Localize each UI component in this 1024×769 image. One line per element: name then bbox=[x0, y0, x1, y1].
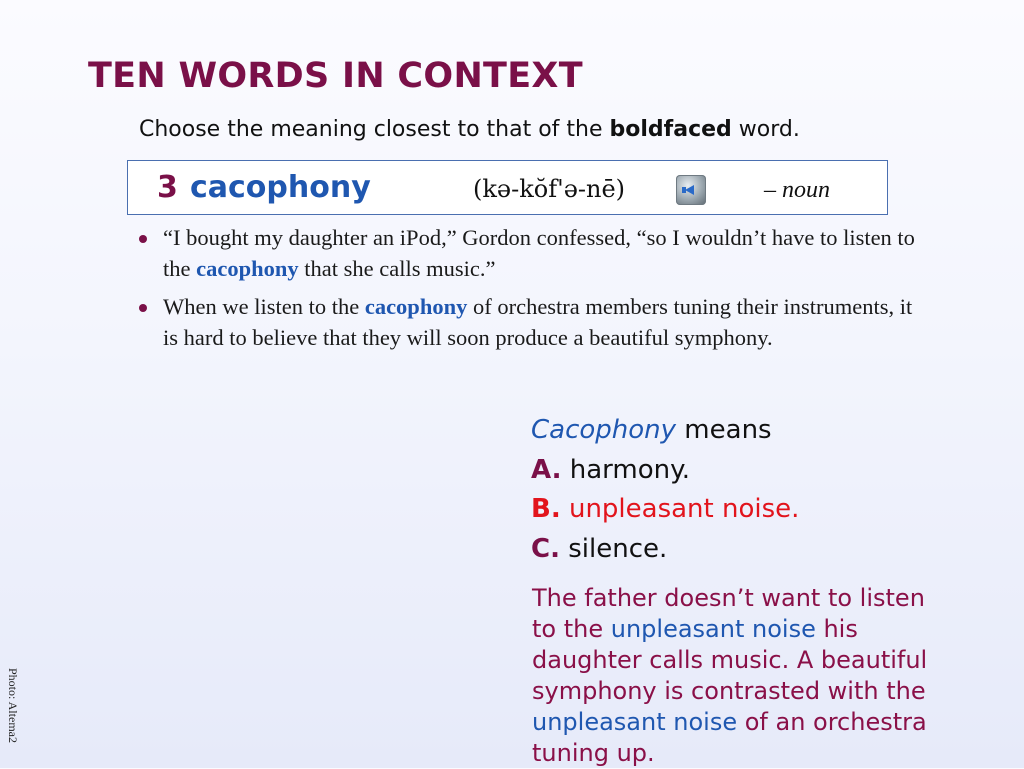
explanation-highlight: unpleasant noise bbox=[532, 708, 738, 736]
explanation-text bbox=[532, 583, 952, 769]
example-text: that she calls music.” bbox=[298, 256, 496, 281]
vocabulary-word: cacophony bbox=[190, 170, 371, 205]
word-entry-box bbox=[127, 160, 888, 215]
option-letter: B. bbox=[531, 494, 561, 524]
example-highlight: cacophony bbox=[364, 294, 468, 319]
instruction-after: word. bbox=[731, 117, 800, 142]
instruction-bold: boldfaced bbox=[609, 117, 732, 142]
example-item bbox=[136, 222, 916, 284]
photo-credit: Photo: Altema2 bbox=[6, 668, 20, 743]
example-text: When we listen to the bbox=[163, 294, 365, 319]
option-letter: C. bbox=[531, 533, 560, 564]
option-letter: A. bbox=[531, 454, 562, 485]
example-item bbox=[136, 291, 916, 353]
part-of-speech: – noun bbox=[764, 177, 830, 203]
example-sentences bbox=[136, 222, 916, 360]
option-text: unpleasant noise. bbox=[568, 494, 800, 524]
question-term: Cacophony bbox=[531, 415, 677, 445]
question-block bbox=[531, 411, 799, 569]
example-highlight: cacophony bbox=[196, 256, 299, 281]
pronunciation: (kə-kŏf'ə-nē) bbox=[473, 175, 626, 203]
option-b[interactable] bbox=[531, 490, 799, 530]
option-a[interactable] bbox=[531, 451, 799, 491]
option-text: silence. bbox=[568, 533, 668, 564]
explanation-part: of an orchestra tuning up. bbox=[532, 708, 927, 767]
option-text: harmony. bbox=[569, 454, 691, 485]
explanation-part: The father doesn’t want to listen to the bbox=[532, 584, 925, 643]
bullet-icon bbox=[139, 235, 147, 243]
word-number: 3 bbox=[157, 170, 178, 205]
slide-title: TEN WORDS IN CONTEXT bbox=[88, 56, 583, 96]
example-text: of orchestra members tuning their instruments, it is hard to believe that they will soon produce a beautiful symphony. bbox=[163, 294, 913, 350]
instruction-before: Choose the meaning closest to that of the bbox=[139, 117, 610, 142]
question-stem bbox=[531, 411, 799, 451]
instruction-text bbox=[139, 117, 800, 142]
speaker-icon[interactable] bbox=[676, 175, 706, 205]
bullet-icon bbox=[139, 304, 147, 312]
example-text: “I bought my daughter an iPod,” Gordon confessed, “so I wouldn’t have to listen to the bbox=[163, 225, 915, 281]
explanation-highlight: unpleasant noise bbox=[610, 615, 816, 643]
option-c[interactable] bbox=[531, 530, 799, 570]
question-stem-text: means bbox=[676, 415, 772, 445]
explanation-part: his daughter calls music. A beautiful symphony is contrasted with the bbox=[532, 615, 928, 705]
speaker-cone bbox=[685, 185, 694, 195]
